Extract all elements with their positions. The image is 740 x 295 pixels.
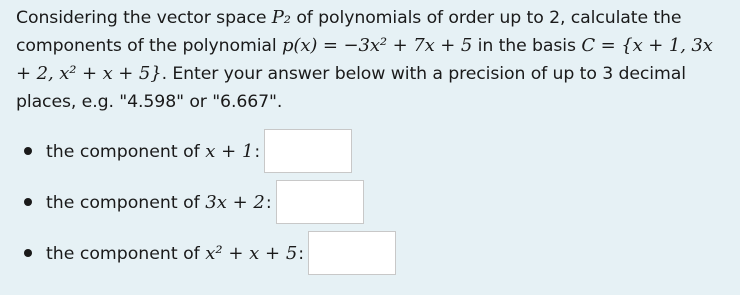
answer-row-2 <box>16 177 724 227</box>
component-input-3[interactable] <box>308 231 396 275</box>
answer-label-text: the component of <box>46 192 206 213</box>
bullet-icon <box>24 147 32 155</box>
question-instructions: . Enter your answer below with a precision of up to 3 decimal places, e.g. "4.598" or "6.667". <box>16 64 686 112</box>
basis-vector-1: x + 1 <box>205 140 254 162</box>
answer-colon: : <box>298 243 305 264</box>
answer-label-3 <box>46 243 308 264</box>
answer-row-3 <box>16 228 724 278</box>
question-basis-intro: in the basis <box>472 36 582 56</box>
component-input-1[interactable] <box>264 129 352 173</box>
answer-colon: : <box>254 141 261 162</box>
component-input-2[interactable] <box>276 180 364 224</box>
answer-label-2 <box>46 192 276 213</box>
answer-label-text: the component of <box>46 243 206 264</box>
answer-list <box>16 126 724 278</box>
polynomial-expression: p(x) = −3x² + 7x + 5 <box>281 35 473 56</box>
basis-expression: C = {x + 1, 3x + 2, x² + x + 5} <box>16 35 713 84</box>
bullet-icon <box>24 198 32 206</box>
answer-label-text: the component of <box>46 141 206 162</box>
basis-vector-3: x² + x + 5 <box>205 242 298 264</box>
bullet-icon <box>24 249 32 257</box>
answer-colon: : <box>265 192 272 213</box>
answer-row-1 <box>16 126 724 176</box>
vector-space-symbol: P₂ <box>271 7 291 28</box>
question-text <box>16 4 724 116</box>
answer-label-1 <box>46 141 264 162</box>
question-intro: Considering the vector space <box>16 8 272 28</box>
question-middle: of polynomials of order up to 2, calculate the components of the polynomial <box>16 8 682 56</box>
basis-vector-2: 3x + 2 <box>205 191 265 213</box>
